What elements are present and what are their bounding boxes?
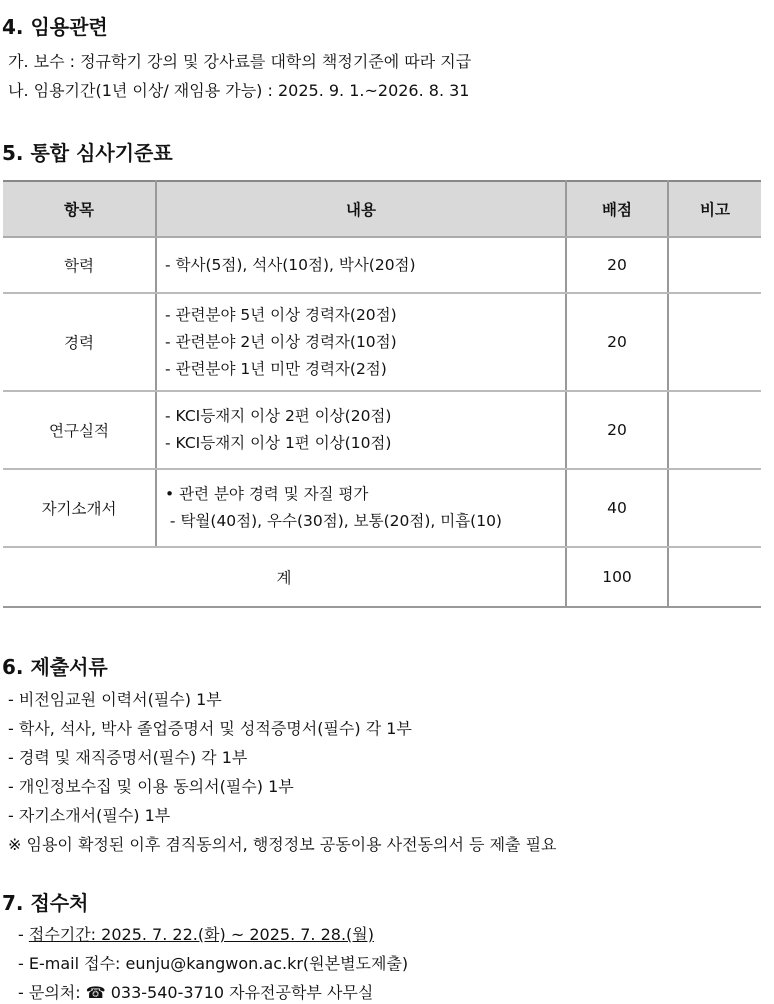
section-7-title: 7. 접수처 (2, 891, 89, 915)
email-submission: - E-mail 접수: eunju@kangwon.ac.kr(원본별도제출) (18, 954, 409, 973)
table-row (3, 293, 761, 391)
row-note (668, 469, 761, 547)
row-item: 연구실적 (3, 391, 156, 469)
header-note: 비고 (668, 181, 761, 237)
total-score: 100 (566, 547, 668, 607)
document-item: - 경력 및 재직증명서(필수) 각 1부 (8, 748, 248, 767)
total-note (668, 547, 761, 607)
table-row (3, 237, 761, 293)
table-header-row (3, 181, 761, 237)
row-item: 자기소개서 (3, 469, 156, 547)
section-6-title: 6. 제출서류 (2, 655, 108, 679)
total-label: 계 (3, 547, 566, 607)
row-item: 경력 (3, 293, 156, 391)
row-score: 20 (566, 237, 668, 293)
salary-line: 가. 보수 : 정규학기 강의 및 강사료를 대학의 책정기준에 따라 지급 (8, 52, 472, 71)
row-score: 20 (566, 293, 668, 391)
period-text: 접수기간: 2025. 7. 22.(화) ~ 2025. 7. 28.(월) (28, 925, 374, 944)
header-item: 항목 (3, 181, 156, 237)
content-line: - 관련분야 2년 이상 경력자(10점) (165, 332, 397, 351)
content-line: - 관련분야 1년 미만 경력자(2점) (165, 359, 387, 378)
row-item: 학력 (3, 237, 156, 293)
appointment-period-line: 나. 임용기간(1년 이상/ 재임용 가능) : 2025. 9. 1.~2026. 8. 31 (8, 81, 470, 100)
table-row (3, 391, 761, 469)
document-item: - 개인정보수집 및 이용 동의서(필수) 1부 (8, 777, 294, 796)
row-content (156, 293, 566, 391)
row-note (668, 293, 761, 391)
document-note: ※ 임용이 확정된 이후 겸직동의서, 행정정보 공동이용 사전동의서 등 제출 필요 (8, 835, 557, 854)
section-5-title: 5. 통합 심사기준표 (2, 141, 173, 165)
application-period (18, 924, 374, 946)
content-line: - 탁월(40점), 우수(30점), 보통(20점), 미흡(10) (165, 512, 502, 530)
section-4-title: 4. 임용관련 (2, 15, 108, 39)
row-score: 40 (566, 469, 668, 547)
header-score: 배점 (566, 181, 668, 237)
document-item: - 비전임교원 이력서(필수) 1부 (8, 690, 222, 709)
document-item: - 자기소개서(필수) 1부 (8, 806, 171, 825)
table-total-row (3, 547, 761, 607)
row-content (156, 469, 566, 547)
period-prefix: - (18, 925, 29, 944)
row-note (668, 391, 761, 469)
row-score: 20 (566, 391, 668, 469)
content-line: - KCI등재지 이상 1편 이상(10점) (165, 434, 392, 452)
document-item: - 학사, 석사, 박사 졸업증명서 및 성적증명서(필수) 각 1부 (8, 719, 412, 738)
content-line: • 관련 분야 경력 및 자질 평가 (165, 485, 369, 503)
table-row (3, 469, 761, 547)
content-line: - KCI등재지 이상 2편 이상(20점) (165, 407, 392, 425)
contact-info: - 문의처: ☎ 033-540-3710 자유전공학부 사무실 (18, 983, 374, 1002)
row-content (156, 391, 566, 469)
content-line: - 학사(5점), 석사(10점), 박사(20점) (165, 255, 416, 274)
header-content: 내용 (156, 181, 566, 237)
row-content (156, 237, 566, 293)
criteria-table (3, 180, 761, 608)
content-line: - 관련분야 5년 이상 경력자(20점) (165, 305, 397, 324)
row-note (668, 237, 761, 293)
